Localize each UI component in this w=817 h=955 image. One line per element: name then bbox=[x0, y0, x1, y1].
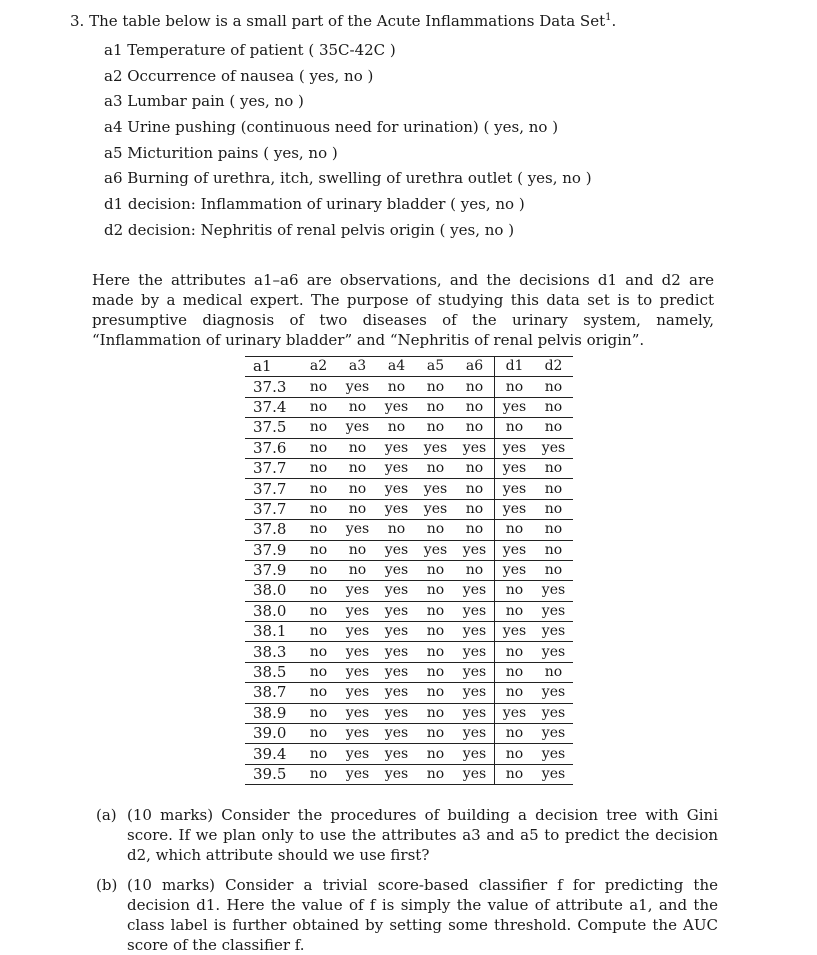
table-cell: no bbox=[309, 684, 328, 701]
table-row bbox=[245, 622, 573, 642]
table-cell: yes bbox=[462, 643, 487, 660]
table-cell: no bbox=[426, 664, 445, 681]
table-cell: no bbox=[426, 582, 445, 599]
table-cell: no bbox=[426, 378, 445, 395]
table-cell: yes bbox=[495, 622, 535, 642]
table-cell: no bbox=[544, 562, 563, 579]
attribute-item: a4 Urine pushing (continuous need for urination) ( yes, no ) bbox=[104, 118, 559, 137]
table-cell: yes bbox=[384, 562, 409, 579]
table-cell: yes bbox=[345, 582, 370, 599]
table-cell: no bbox=[309, 541, 328, 558]
table-cell: no bbox=[495, 662, 535, 682]
table-cell: no bbox=[309, 725, 328, 742]
table-cell: no bbox=[465, 398, 484, 415]
table-cell: yes bbox=[384, 704, 409, 721]
table-cell: no bbox=[544, 521, 563, 538]
table-cell: yes bbox=[384, 500, 409, 517]
table-body bbox=[245, 377, 573, 785]
table-cell: yes bbox=[384, 725, 409, 742]
table-cell: yes bbox=[495, 499, 535, 519]
table-cell: yes bbox=[541, 704, 566, 721]
table-cell: yes bbox=[345, 643, 370, 660]
table-cell: no bbox=[465, 521, 484, 538]
column-header: a1 bbox=[253, 357, 272, 376]
attribute-item: a1 Temperature of patient ( 35C-42C ) bbox=[104, 41, 396, 59]
table-cell: yes bbox=[462, 664, 487, 681]
table-cell: no bbox=[544, 419, 563, 436]
table-cell: 37.4 bbox=[253, 397, 287, 416]
table-cell: no bbox=[495, 683, 535, 703]
table-cell: no bbox=[495, 642, 535, 662]
table-cell: yes bbox=[345, 704, 370, 721]
table-cell: no bbox=[544, 378, 563, 395]
table-cell: 38.1 bbox=[253, 622, 287, 641]
table-cell: no bbox=[309, 419, 328, 436]
table-cell: no bbox=[348, 480, 367, 497]
table-cell: yes bbox=[462, 623, 487, 640]
table-cell: no bbox=[426, 684, 445, 701]
question-trailing: . bbox=[611, 12, 617, 30]
table-cell: no bbox=[426, 766, 445, 782]
table-cell: 37.7 bbox=[253, 479, 287, 498]
table-cell: no bbox=[348, 562, 367, 579]
table-row bbox=[245, 662, 573, 682]
table-cell: no bbox=[348, 439, 367, 456]
table-row bbox=[245, 458, 573, 478]
table-cell: yes bbox=[495, 703, 535, 723]
table-cell: yes bbox=[384, 541, 409, 558]
table-cell: no bbox=[495, 418, 535, 438]
table-cell: yes bbox=[541, 643, 566, 660]
table-cell: no bbox=[309, 500, 328, 517]
table-cell: 37.9 bbox=[253, 561, 287, 580]
table-cell: yes bbox=[541, 766, 566, 782]
table-cell: yes bbox=[384, 766, 409, 782]
table-cell: yes bbox=[345, 602, 370, 619]
table-cell: no bbox=[544, 398, 563, 415]
table-cell: yes bbox=[495, 458, 535, 478]
table-cell: yes bbox=[345, 766, 370, 782]
table-cell: yes bbox=[462, 745, 487, 762]
table-row bbox=[245, 560, 573, 580]
table-cell: no bbox=[309, 378, 328, 395]
table-cell: yes bbox=[345, 745, 370, 762]
table-row bbox=[245, 724, 573, 744]
column-header: d1 bbox=[495, 357, 535, 377]
table-row bbox=[245, 479, 573, 499]
table-row bbox=[245, 744, 573, 764]
table-cell: no bbox=[495, 724, 535, 744]
table-cell: no bbox=[495, 377, 535, 397]
table-cell: yes bbox=[495, 560, 535, 580]
question-part-b bbox=[96, 875, 718, 955]
part-label: (a) bbox=[96, 806, 117, 824]
table-cell: 39.5 bbox=[253, 765, 287, 783]
table-cell: yes bbox=[462, 541, 487, 558]
table-cell: yes bbox=[384, 582, 409, 599]
table-cell: no bbox=[426, 521, 445, 538]
table-cell: yes bbox=[384, 684, 409, 701]
table-cell: yes bbox=[462, 684, 487, 701]
table-cell: yes bbox=[495, 438, 535, 458]
data-table-container bbox=[245, 356, 573, 785]
table-cell: no bbox=[495, 520, 535, 540]
table-row bbox=[245, 377, 573, 397]
table-row bbox=[245, 642, 573, 662]
table-cell: yes bbox=[384, 643, 409, 660]
table-cell: yes bbox=[541, 439, 566, 456]
part-label: (b) bbox=[96, 876, 118, 894]
table-cell: 38.9 bbox=[253, 703, 287, 722]
table-cell: yes bbox=[541, 582, 566, 599]
table-row bbox=[245, 601, 573, 621]
column-header: d2 bbox=[544, 358, 563, 375]
table-cell: no bbox=[426, 643, 445, 660]
table-row bbox=[245, 418, 573, 438]
table-cell: no bbox=[309, 643, 328, 660]
table-cell: no bbox=[426, 704, 445, 721]
table-cell: no bbox=[465, 460, 484, 477]
question-part-a bbox=[96, 805, 718, 865]
column-header: a2 bbox=[309, 358, 328, 375]
table-cell: no bbox=[426, 419, 445, 436]
table-cell: yes bbox=[495, 479, 535, 499]
table-cell: yes bbox=[462, 582, 487, 599]
table-row bbox=[245, 581, 573, 601]
table-cell: no bbox=[495, 601, 535, 621]
table-cell: yes bbox=[462, 725, 487, 742]
table-cell: no bbox=[309, 439, 328, 456]
table-cell: no bbox=[465, 480, 484, 497]
table-row bbox=[245, 764, 573, 784]
table-cell: 37.6 bbox=[253, 438, 287, 457]
table-cell: yes bbox=[541, 623, 566, 640]
table-cell: yes bbox=[384, 480, 409, 497]
attribute-item: a2 Occurrence of nausea ( yes, no ) bbox=[104, 66, 374, 85]
table-row bbox=[245, 520, 573, 540]
table-cell: yes bbox=[462, 602, 487, 619]
table-cell: yes bbox=[423, 500, 448, 517]
data-table bbox=[245, 356, 573, 785]
table-cell: no bbox=[309, 398, 328, 415]
question-number: 3. bbox=[70, 12, 85, 30]
table-cell: no bbox=[495, 744, 535, 764]
table-cell: no bbox=[309, 460, 328, 477]
attribute-item: d2 decision: Nephritis of renal pelvis origin ( yes, no ) bbox=[104, 220, 515, 239]
column-header: a6 bbox=[465, 358, 484, 375]
table-cell: no bbox=[348, 500, 367, 517]
table-row bbox=[245, 397, 573, 417]
table-row bbox=[245, 540, 573, 560]
table-header-row bbox=[245, 357, 573, 377]
table-cell: yes bbox=[384, 460, 409, 477]
table-cell: 39.4 bbox=[253, 744, 287, 763]
table-cell: 37.5 bbox=[253, 418, 287, 437]
question-parts bbox=[96, 805, 718, 955]
table-cell: yes bbox=[384, 439, 409, 456]
table-cell: yes bbox=[541, 745, 566, 762]
table-cell: yes bbox=[345, 521, 370, 538]
table-cell: yes bbox=[384, 602, 409, 619]
table-cell: no bbox=[426, 745, 445, 762]
table-cell: 39.0 bbox=[253, 724, 287, 743]
table-cell: no bbox=[309, 582, 328, 599]
table-cell: no bbox=[544, 541, 563, 558]
table-row bbox=[245, 499, 573, 519]
table-cell: 37.9 bbox=[253, 540, 287, 559]
table-cell: no bbox=[309, 602, 328, 619]
table-cell: yes bbox=[384, 664, 409, 681]
column-header: a5 bbox=[426, 358, 445, 375]
column-header: a4 bbox=[387, 358, 406, 375]
table-cell: 37.7 bbox=[253, 459, 287, 478]
attribute-item: a5 Micturition pains ( yes, no ) bbox=[104, 143, 338, 162]
table-cell: 38.0 bbox=[253, 581, 287, 600]
table-cell: no bbox=[309, 704, 328, 721]
part-text: (10 marks) Consider a trivial score-based classifier f for predicting the decision d1. Here the value of f is simply the value of attribute a1, and the class label is further obtained by setting some threshold. Compute the AUC score of the classifier f. bbox=[127, 876, 718, 954]
table-cell: no bbox=[544, 664, 563, 681]
table-cell: no bbox=[348, 541, 367, 558]
attribute-item: a6 Burning of urethra, itch, swelling of urethra outlet ( yes, no ) bbox=[104, 169, 592, 188]
table-cell: no bbox=[544, 460, 563, 477]
table-cell: yes bbox=[423, 439, 448, 456]
footnote-mark: 1 bbox=[605, 12, 612, 23]
table-cell: no bbox=[426, 602, 445, 619]
table-cell: yes bbox=[384, 398, 409, 415]
table-cell: no bbox=[309, 521, 328, 538]
table-cell: no bbox=[348, 398, 367, 415]
table-cell: yes bbox=[384, 623, 409, 640]
table-cell: yes bbox=[345, 378, 370, 395]
table-row bbox=[245, 703, 573, 723]
table-cell: yes bbox=[541, 684, 566, 701]
table-cell: 37.3 bbox=[253, 377, 287, 396]
question-heading bbox=[70, 8, 616, 31]
table-row bbox=[245, 438, 573, 458]
column-header: a3 bbox=[348, 358, 367, 375]
attribute-item: d1 decision: Inflammation of urinary bladder ( yes, no ) bbox=[104, 195, 525, 214]
table-cell: yes bbox=[462, 766, 487, 782]
table-cell: no bbox=[309, 480, 328, 497]
table-cell: no bbox=[465, 419, 484, 436]
table-cell: yes bbox=[495, 397, 535, 417]
table-cell: 38.3 bbox=[253, 642, 287, 661]
table-row bbox=[245, 683, 573, 703]
table-cell: no bbox=[465, 562, 484, 579]
table-cell: no bbox=[387, 521, 406, 538]
table-cell: yes bbox=[345, 664, 370, 681]
table-cell: no bbox=[426, 460, 445, 477]
table-cell: no bbox=[544, 480, 563, 497]
part-text: (10 marks) Consider the procedures of building a decision tree with Gini score. If we plan only to use the attributes a3 and a5 to predict the decision d2, which attribute should we use first? bbox=[127, 806, 718, 864]
table-cell: no bbox=[309, 664, 328, 681]
table-cell: yes bbox=[462, 704, 487, 721]
table-cell: no bbox=[387, 419, 406, 436]
attribute-item: a3 Lumbar pain ( yes, no ) bbox=[104, 92, 304, 111]
table-cell: no bbox=[309, 623, 328, 640]
table-cell: 38.7 bbox=[253, 683, 287, 702]
table-cell: yes bbox=[495, 540, 535, 560]
table-cell: 37.7 bbox=[253, 499, 287, 518]
table-cell: yes bbox=[345, 419, 370, 436]
table-cell: yes bbox=[423, 541, 448, 558]
table-cell: yes bbox=[541, 725, 566, 742]
table-cell: yes bbox=[423, 480, 448, 497]
table-cell: 38.5 bbox=[253, 663, 287, 682]
table-cell: yes bbox=[384, 745, 409, 762]
table-cell: no bbox=[309, 745, 328, 762]
table-cell: no bbox=[465, 378, 484, 395]
table-cell: no bbox=[426, 398, 445, 415]
table-cell: no bbox=[387, 378, 406, 395]
question-intro: The table below is a small part of the Acute Inflammations Data Set bbox=[89, 12, 606, 30]
table-cell: no bbox=[309, 562, 328, 579]
table-cell: no bbox=[495, 581, 535, 601]
table-cell: no bbox=[495, 764, 535, 784]
table-cell: no bbox=[544, 500, 563, 517]
table-cell: no bbox=[426, 623, 445, 640]
table-cell: 37.8 bbox=[253, 520, 287, 539]
table-cell: yes bbox=[345, 725, 370, 742]
table-cell: no bbox=[426, 725, 445, 742]
table-cell: no bbox=[348, 460, 367, 477]
table-cell: yes bbox=[462, 439, 487, 456]
table-cell: no bbox=[465, 500, 484, 517]
attribute-list bbox=[104, 38, 592, 244]
table-cell: no bbox=[426, 562, 445, 579]
table-cell: yes bbox=[345, 684, 370, 701]
table-cell: no bbox=[309, 766, 328, 782]
table-cell: 38.0 bbox=[253, 601, 287, 620]
description-paragraph: Here the attributes a1–a6 are observations, and the decisions d1 and d2 are made by a medical expert. The purpose of studying this data set is to predict presumptive diagnosis of two diseases of the urinary system, namely, “Inflammation of urinary bladder” and “Nephritis of renal pelvis origin”. bbox=[92, 271, 714, 349]
table-cell: yes bbox=[541, 602, 566, 619]
table-cell: yes bbox=[345, 623, 370, 640]
